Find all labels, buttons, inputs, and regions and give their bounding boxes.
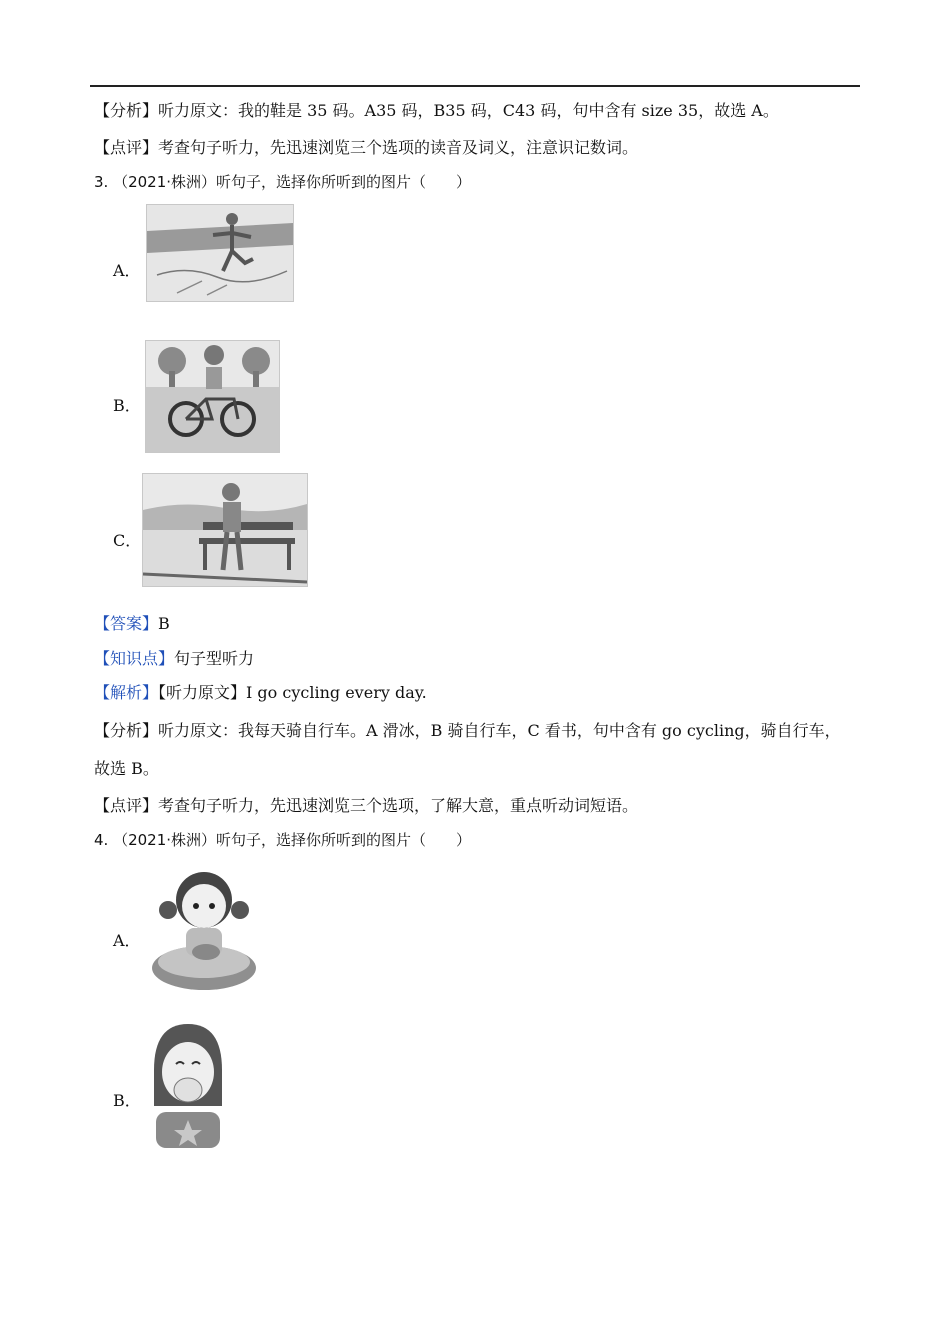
q3-analysis: 【分析】听力原文：我每天骑自行车。A 滑冰，B 骑自行车，C 看书，句中含有 go cycling，骑自行车，故选 B。 xyxy=(94,721,841,778)
q4-option-b-label: B． xyxy=(113,1091,141,1110)
q2-analysis: 【分析】听力原文：我的鞋是 35 码。A35 码，B35 码，C43 码，句中含有 size 35，故选 A。 xyxy=(94,101,779,120)
q4-heading: 4. （2021·株洲）听句子，选择你所听到的图片（ ） xyxy=(94,831,472,849)
q3-answer: 【答案】B xyxy=(94,614,170,633)
girl-skating-image xyxy=(146,204,294,302)
girl-sneezing-image xyxy=(146,1020,230,1148)
header-rule xyxy=(90,85,860,87)
boy-cycling-image xyxy=(145,340,280,453)
q3-comment: 【点评】考查句子听力，先迅速浏览三个选项，了解大意，重点听动词短语。 xyxy=(94,796,639,815)
q3-heading: 3. （2021·株洲）听句子，选择你所听到的图片（ ） xyxy=(94,173,472,191)
q3-option-b-label: B． xyxy=(113,396,141,415)
q3-parse: 【解析】【听力原文】I go cycling every day. xyxy=(94,683,427,702)
q3-knowledge-point: 【知识点】句子型听力 xyxy=(94,649,255,668)
q2-comment: 【点评】考查句子听力，先迅速浏览三个选项的读音及词义，注意识记数词。 xyxy=(94,138,639,157)
q3-option-c-label: C． xyxy=(113,531,142,550)
q4-option-a-label: A． xyxy=(113,931,141,950)
girl-playing-sand-image xyxy=(150,862,258,992)
q3-option-a-label: A． xyxy=(113,261,141,280)
boy-reading-on-bench-image xyxy=(142,473,308,587)
